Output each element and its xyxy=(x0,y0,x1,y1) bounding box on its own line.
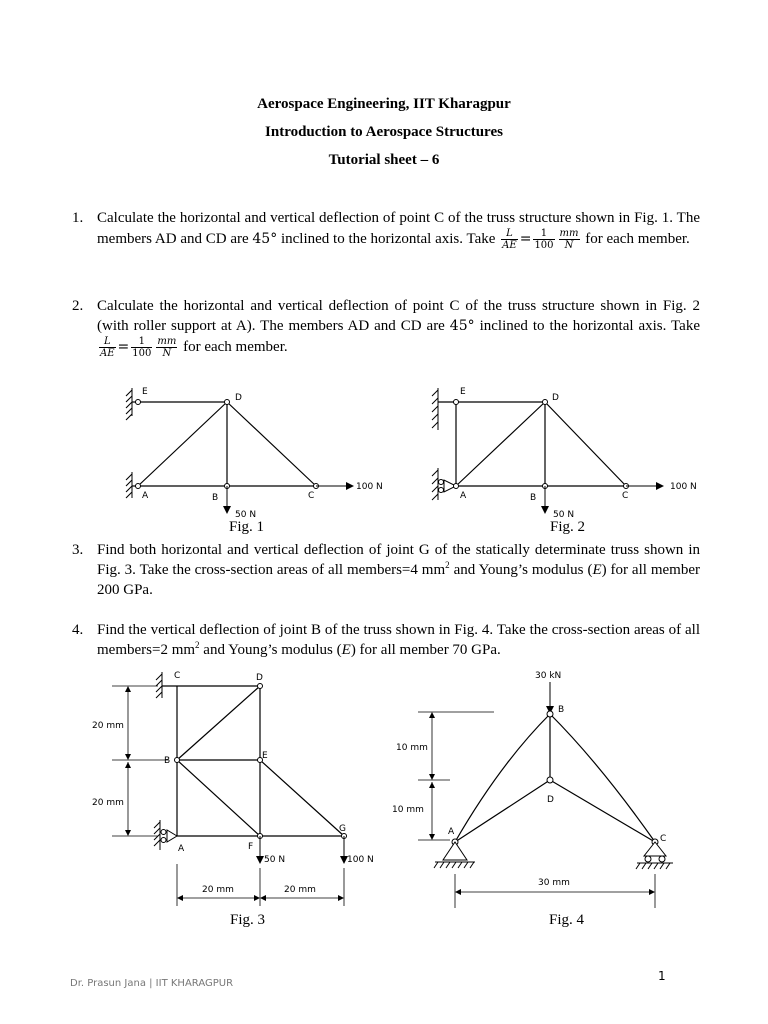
arrow-head-vertical xyxy=(541,506,549,514)
joint-label-b: B xyxy=(558,705,565,715)
footer-author: Dr. Prasun Jana | IIT KHARAGPUR xyxy=(70,978,234,989)
dimension-label-upper: 20 mm xyxy=(92,721,124,731)
question-text: and Young’s modulus ( xyxy=(449,562,593,578)
fraction-l-ae: $\frac{L}{AE}$ xyxy=(502,228,517,251)
question-number: 4. xyxy=(72,622,84,638)
joint-label-c: C xyxy=(308,491,315,501)
fixed-support-c xyxy=(156,672,162,698)
question-number: 2. xyxy=(72,298,84,314)
header-course: Introduction to Aerospace Structures xyxy=(265,124,503,140)
dimension-label-upper: 10 mm xyxy=(396,743,428,753)
figure-4-caption: Fig. 4 xyxy=(549,912,585,928)
question-1 xyxy=(72,208,700,251)
question-text: inclined to the horizontal axis. Take xyxy=(277,230,500,247)
dimension-label-left: 20 mm xyxy=(202,885,234,895)
joint-label-c: C xyxy=(622,491,629,501)
dimension-label-lower: 10 mm xyxy=(392,805,424,815)
figure-3-caption: Fig. 3 xyxy=(230,912,266,928)
fixed-support-e xyxy=(126,388,132,420)
header-sheet-title: Tutorial sheet – 6 xyxy=(328,152,440,168)
symbol-e: E xyxy=(341,642,351,658)
load-label-horizontal: 100 N xyxy=(670,482,697,492)
load-label: 30 kN xyxy=(535,671,562,681)
fraction-one-hundred: $\frac{1}{100}$ xyxy=(534,228,554,251)
fraction-one-hundred: $\frac{1}{100}$ xyxy=(132,336,152,359)
joint-label-f: F xyxy=(248,842,254,852)
joint-label-e: E xyxy=(262,751,268,761)
question-text: for each member. xyxy=(179,338,288,355)
load-label-vertical: 50 N xyxy=(235,510,257,520)
question-text: Find the vertical deflection of joint B of the truss shown in Fig. 4. Take the cross-section areas of all members=2 mm xyxy=(97,622,700,658)
joint-label-b: B xyxy=(164,756,171,766)
load-arrows xyxy=(227,486,348,508)
joint-label-e: E xyxy=(460,387,466,397)
joint-label-d: D xyxy=(547,795,554,805)
question-4 xyxy=(72,620,700,660)
joint-label-c: C xyxy=(174,671,181,681)
joint-label-b: B xyxy=(530,493,537,503)
figure-1-truss xyxy=(118,380,398,520)
vertical-dimension-lines xyxy=(418,712,494,840)
question-number: 1. xyxy=(72,210,84,226)
joint-label-c: C xyxy=(660,834,667,844)
fixed-support-a xyxy=(126,472,132,498)
truss-members xyxy=(162,686,344,836)
dimension-label-span: 30 mm xyxy=(538,878,570,888)
superscript: 2 xyxy=(445,560,450,570)
question-text: and Young’s modulus ( xyxy=(199,642,342,658)
header-institution: Aerospace Engineering, IIT Kharagpur xyxy=(257,96,511,112)
vertical-dimension-lines xyxy=(112,686,171,836)
question-text: Calculate the horizontal and vertical deflection of point C of the truss structure shown in Fig. 2 (with roller support at A). The members AD and CD are xyxy=(97,298,700,334)
load-label-vertical: 50 N xyxy=(553,510,575,520)
equals-sign: = xyxy=(117,338,130,355)
joint-label-g: G xyxy=(339,824,346,834)
truss-members xyxy=(132,402,316,486)
pin-support-a xyxy=(434,842,475,868)
joint-label-d: D xyxy=(552,393,559,403)
joint-label-a: A xyxy=(460,491,467,501)
joint-label-d: D xyxy=(235,393,242,403)
fixed-support-e xyxy=(432,388,438,430)
arrow-head-vertical xyxy=(223,506,231,514)
joint-label-b: B xyxy=(212,493,219,503)
fraction-l-ae: $\frac{L}{AE}$ xyxy=(100,336,115,359)
dimension-label-right: 20 mm xyxy=(284,885,316,895)
roller-support-a xyxy=(154,820,177,850)
question-text: ) for all member 70 GPa. xyxy=(350,642,501,658)
superscript: 2 xyxy=(195,640,200,650)
figure-2-caption: Fig. 2 xyxy=(550,519,586,535)
joint-label-d: D xyxy=(256,673,263,683)
joint-label-a: A xyxy=(448,827,455,837)
figure-1-caption: Fig. 1 xyxy=(229,519,265,535)
angle-value: 45° xyxy=(449,318,475,334)
load-label-f: 50 N xyxy=(264,855,286,865)
arrow-head-horizontal xyxy=(346,482,354,490)
fraction-mm-n: $\frac{mm}{N}$ xyxy=(559,228,579,251)
question-text: ) for all member 200 GPa. xyxy=(97,562,700,598)
angle-value: 45° xyxy=(252,230,278,247)
question-text: Find both horizontal and vertical deflection of joint G of the statically determinate truss shown in Fig. 3. Take the cross-section areas of all members=4 mm xyxy=(97,542,700,578)
question-text: for each member. xyxy=(581,230,690,247)
question-text: Calculate the horizontal and vertical deflection of point C of the truss structure shown in Fig. 1. The members AD and CD are xyxy=(97,210,700,247)
load-label-g: 100 N xyxy=(347,855,374,865)
figure-2-truss xyxy=(426,380,716,520)
question-number: 3. xyxy=(72,542,84,558)
joints xyxy=(454,400,629,489)
arrow-head-horizontal xyxy=(656,482,664,490)
load-arrows xyxy=(545,486,658,508)
joint-label-e: E xyxy=(142,387,148,397)
dimension-label-lower: 20 mm xyxy=(92,798,124,808)
question-2 xyxy=(72,296,700,359)
joint-label-a: A xyxy=(142,491,149,501)
fraction-mm-n: $\frac{mm}{N}$ xyxy=(157,336,177,359)
figure-3-truss xyxy=(88,664,388,914)
question-3 xyxy=(72,540,700,600)
truss-members xyxy=(438,402,626,486)
joint-label-a: A xyxy=(178,844,185,854)
question-text: inclined to the horizontal axis. Take xyxy=(474,318,700,334)
load-label-horizontal: 100 N xyxy=(356,482,383,492)
symbol-e: E xyxy=(592,562,602,578)
roller-support-a xyxy=(432,468,456,500)
roller-support-c xyxy=(636,842,673,869)
truss-members xyxy=(455,714,655,842)
arrow-head-f xyxy=(256,856,264,864)
figure-4-truss xyxy=(380,664,700,914)
page-number: 1 xyxy=(658,969,666,983)
equals-sign: = xyxy=(519,230,532,247)
